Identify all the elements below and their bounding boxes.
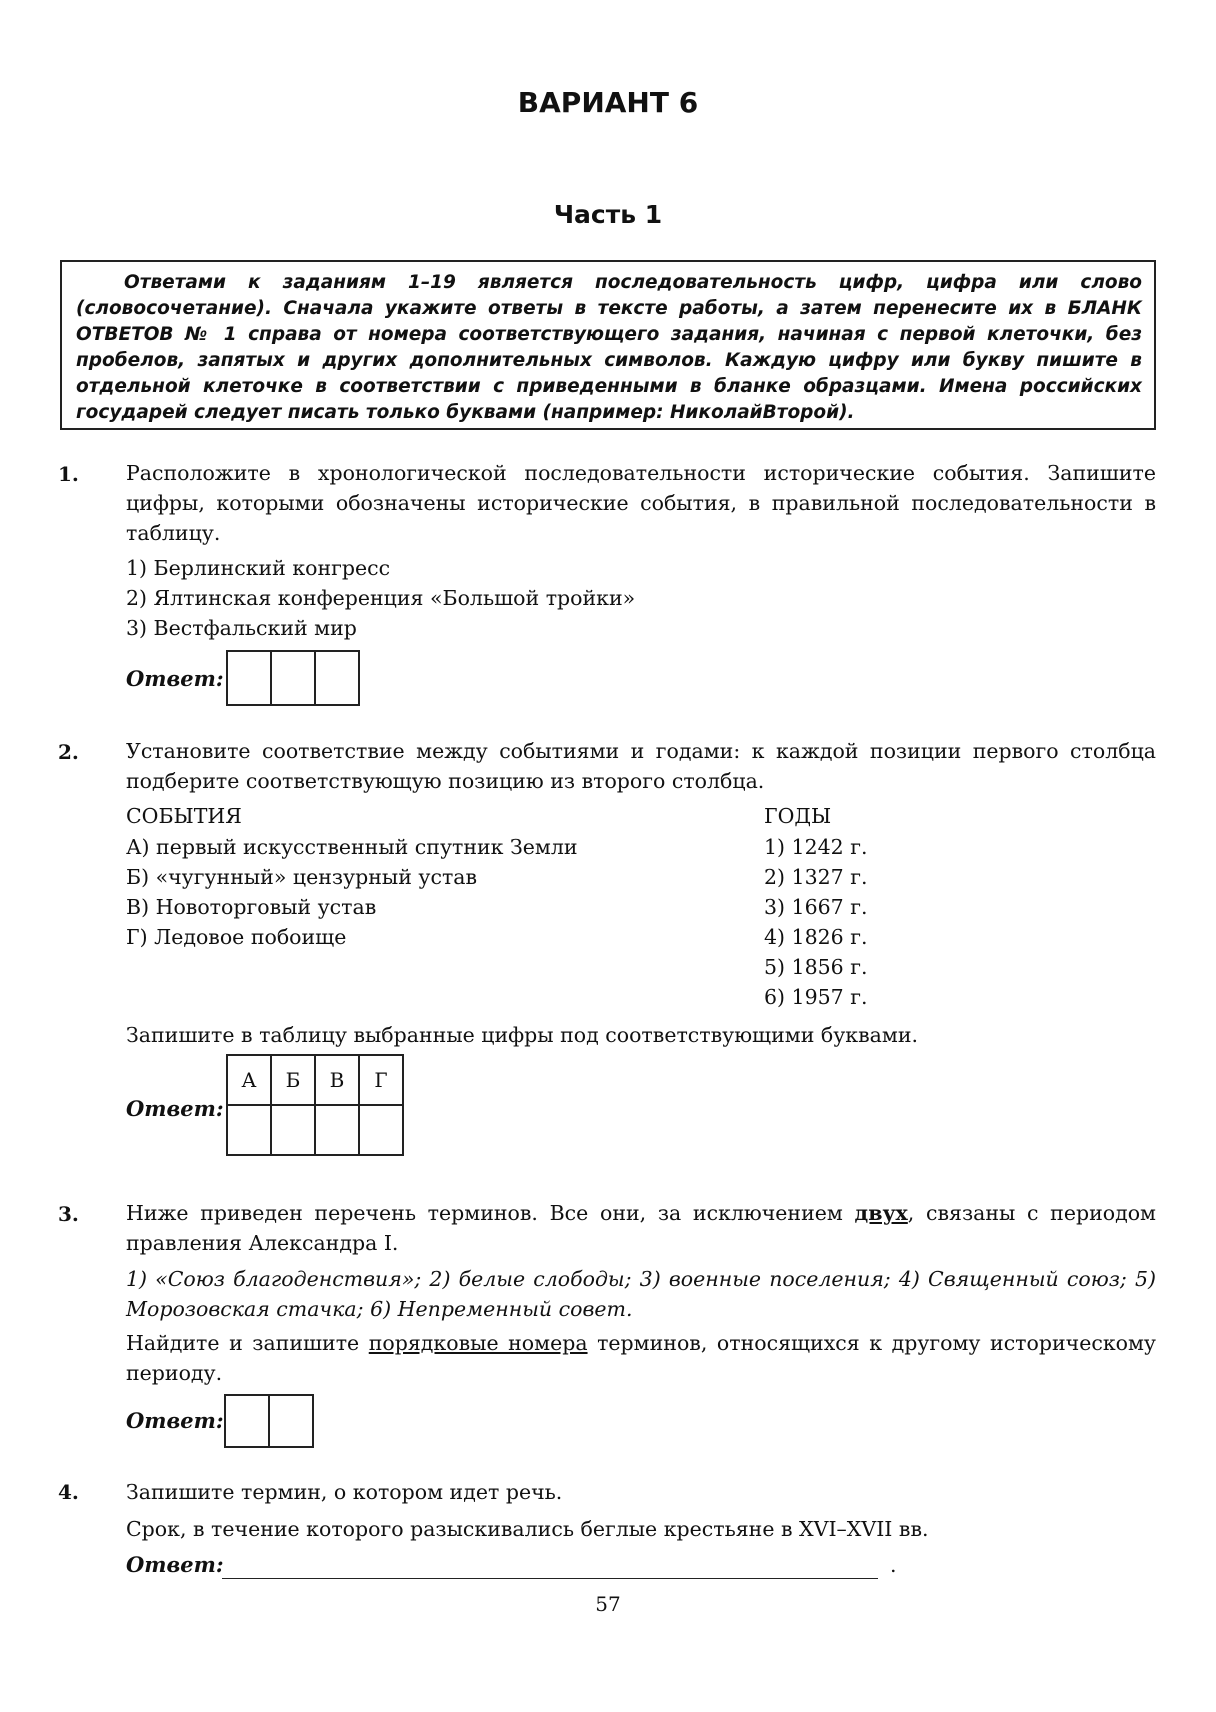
q3-text-part-1: Ниже приведен перечень терминов. Все они, за исключением — [126, 1201, 855, 1225]
q1-answer-boxes[interactable] — [226, 650, 360, 706]
part-title: Часть 1 — [553, 200, 663, 229]
q3-find-text — [126, 1328, 1156, 1388]
q2-answer-cell-b[interactable] — [271, 1105, 315, 1155]
q3-text — [126, 1198, 1156, 1258]
q3-answer-boxes[interactable] — [224, 1394, 314, 1448]
q2-year-3: 3) 1667 г. — [764, 895, 868, 919]
q1-item-3: 3) Вестфальский мир — [126, 616, 357, 640]
q2-year-5: 5) 1856 г. — [764, 955, 868, 979]
q3-text-emphasis: двух — [854, 1201, 908, 1225]
q2-answer-cell-g[interactable] — [359, 1105, 403, 1155]
q3-number: 3. — [58, 1202, 79, 1226]
q1-number: 1. — [58, 462, 79, 486]
q4-answer-end: . — [890, 1553, 897, 1577]
q4-answer-line[interactable] — [222, 1550, 878, 1579]
q2-year-1: 1) 1242 г. — [764, 835, 868, 859]
q2-event-b: Б) «чугунный» цензурный устав — [126, 865, 478, 889]
instructions-box: Ответами к заданиям 1–19 является последовательность цифр, цифра или слово (словосочетание). Сначала укажите ответы в тексте работы, а затем перенесите их в БЛАНК ОТВЕТОВ № 1 справа от номера соответствующего задания, начиная с первой клеточки, без пробелов, запятых и других дополнительных символов. Каждую цифру или букву пишите в отдельной клеточке в соответствии с приведенными в бланке образцами. Имена российских государей следует писать только буквами (например: НиколайВторой). — [60, 260, 1156, 430]
q2-table-header-a: А — [227, 1055, 271, 1105]
q3-find-part-1: Найдите и запишите — [126, 1331, 369, 1355]
q1-answer-cell-3[interactable] — [316, 652, 358, 704]
q2-year-2: 2) 1327 г. — [764, 865, 868, 889]
q2-number: 2. — [58, 740, 79, 764]
q3-terms: 1) «Союз благоденствия»; 2) белые слободы; 3) военные поселения; 4) Священный союз; 5) Морозовская стачка; 6) Непременный совет. — [126, 1267, 1156, 1321]
q2-event-d: Г) Ледовое побоище — [126, 925, 347, 949]
q2-answer-label: Ответ: — [126, 1096, 224, 1121]
q4-text: Запишите термин, о котором идет речь. — [126, 1480, 563, 1504]
q2-table-header-b: Б — [271, 1055, 315, 1105]
q4-answer-label: Ответ: — [126, 1552, 224, 1577]
q2-col2-header: ГОДЫ — [764, 804, 832, 828]
q3-find-emphasis: порядковые номера — [368, 1331, 588, 1355]
q1-answer-cell-2[interactable] — [272, 652, 316, 704]
q3-answer-cell-2[interactable] — [270, 1396, 312, 1446]
q2-table-header-v: В — [315, 1055, 359, 1105]
q2-col1-header: СОБЫТИЯ — [126, 804, 242, 828]
q3-text-part-2: , связаны с периодом правления Александра I. — [126, 1201, 1157, 1255]
q3-answer-cell-1[interactable] — [226, 1396, 270, 1446]
q2-year-6: 6) 1957 г. — [764, 985, 868, 1009]
q1-item-1: 1) Берлинский конгресс — [126, 556, 391, 580]
q1-item-2: 2) Ялтинская конференция «Большой тройки» — [126, 586, 636, 610]
q3-find-part-2: терминов, относящихся к другому историческому периоду. — [126, 1331, 1156, 1385]
q2-answer-table — [226, 1054, 404, 1156]
page-number: 57 — [595, 1592, 621, 1616]
q3-answer-label: Ответ: — [126, 1408, 224, 1433]
q4-number: 4. — [58, 1480, 79, 1504]
q2-answer-cell-v[interactable] — [315, 1105, 359, 1155]
q4-definition: Срок, в течение которого разыскивались беглые крестьяне в XVI–XVII вв. — [126, 1517, 929, 1541]
q2-instruction: Запишите в таблицу выбранные цифры под соответствующими буквами. — [126, 1023, 919, 1047]
q1-answer-label: Ответ: — [126, 666, 224, 691]
q1-answer-cell-1[interactable] — [228, 652, 272, 704]
q2-event-a: А) первый искусственный спутник Земли — [126, 835, 578, 859]
q1-text: Расположите в хронологической последовательности исторические события. Запишите цифры, которыми обозначены исторические события, в правильной последовательности в таблицу. — [126, 461, 1156, 545]
q2-text: Установите соответствие между событиями и годами: к каждой позиции первого столбца подберите соответствующую позицию из второго столбца. — [126, 739, 1156, 793]
variant-title: ВАРИАНТ 6 — [517, 86, 699, 119]
q2-table-header-g: Г — [359, 1055, 403, 1105]
q2-event-c: В) Новоторговый устав — [126, 895, 377, 919]
q2-answer-cell-a[interactable] — [227, 1105, 271, 1155]
q2-year-4: 4) 1826 г. — [764, 925, 868, 949]
